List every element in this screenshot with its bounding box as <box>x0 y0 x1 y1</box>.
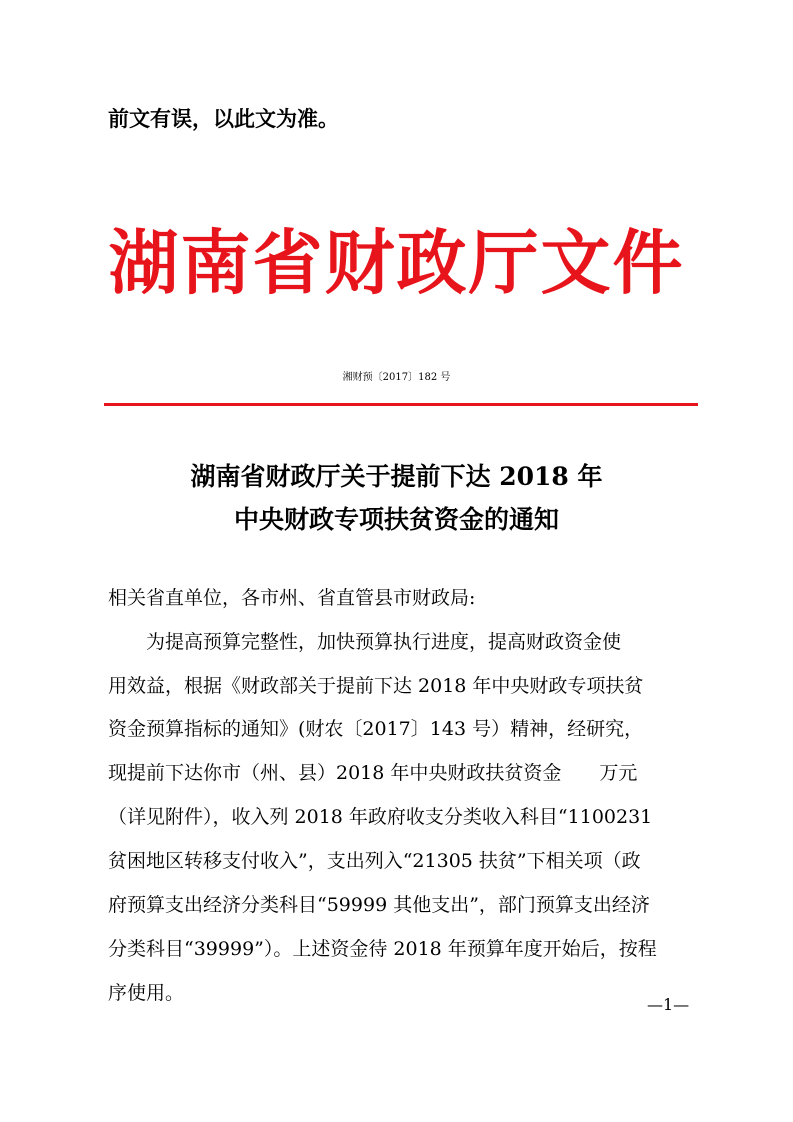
correction-note: 前文有误，以此文为准。 <box>108 107 339 131</box>
red-separator-line <box>104 403 698 406</box>
body-line: 用效益，根据《财政部关于提前下达 2018 年中央财政专项扶贫 <box>108 675 644 697</box>
document-number: 湘财预〔2017〕182 号 <box>342 372 451 383</box>
body-line: 府预算支出经济分类科目“59999 其他支出”，部门预算支出经济 <box>108 894 650 916</box>
body-line: 分类科目“39999”）。上述资金待 2018 年预算年度开始后，按程 <box>108 938 657 960</box>
body-line: 贫困地区转移支付收入”，支出列入“21305 扶贫”下相关项（政 <box>108 850 641 872</box>
document-masthead: 湖南省财政厅文件 <box>108 222 685 304</box>
body-line: （详见附件），收入列 2018 年政府收支分类收入科目“1100231 <box>108 806 653 828</box>
salutation: 相关省直单位，各市州、省直管县市财政局: <box>108 587 476 609</box>
body-line: 序使用。 <box>108 982 185 1004</box>
body-line: 为提高预算完整性，加快预算执行进度，提高财政资金使 <box>146 631 622 653</box>
body-line: 现提前下达你市（州、县）2018 年中央财政扶贫资金 万元 <box>108 762 638 784</box>
body-line: 资金预算指标的通知》(财农〔2017〕143 号）精神，经研究， <box>108 718 644 740</box>
notice-title-line-2: 中央财政专项扶贫资金的通知 <box>233 505 559 534</box>
page-number: —1— <box>647 995 690 1014</box>
notice-title-line-1: 湖南省财政厅关于提前下达 2018 年 <box>190 462 603 491</box>
